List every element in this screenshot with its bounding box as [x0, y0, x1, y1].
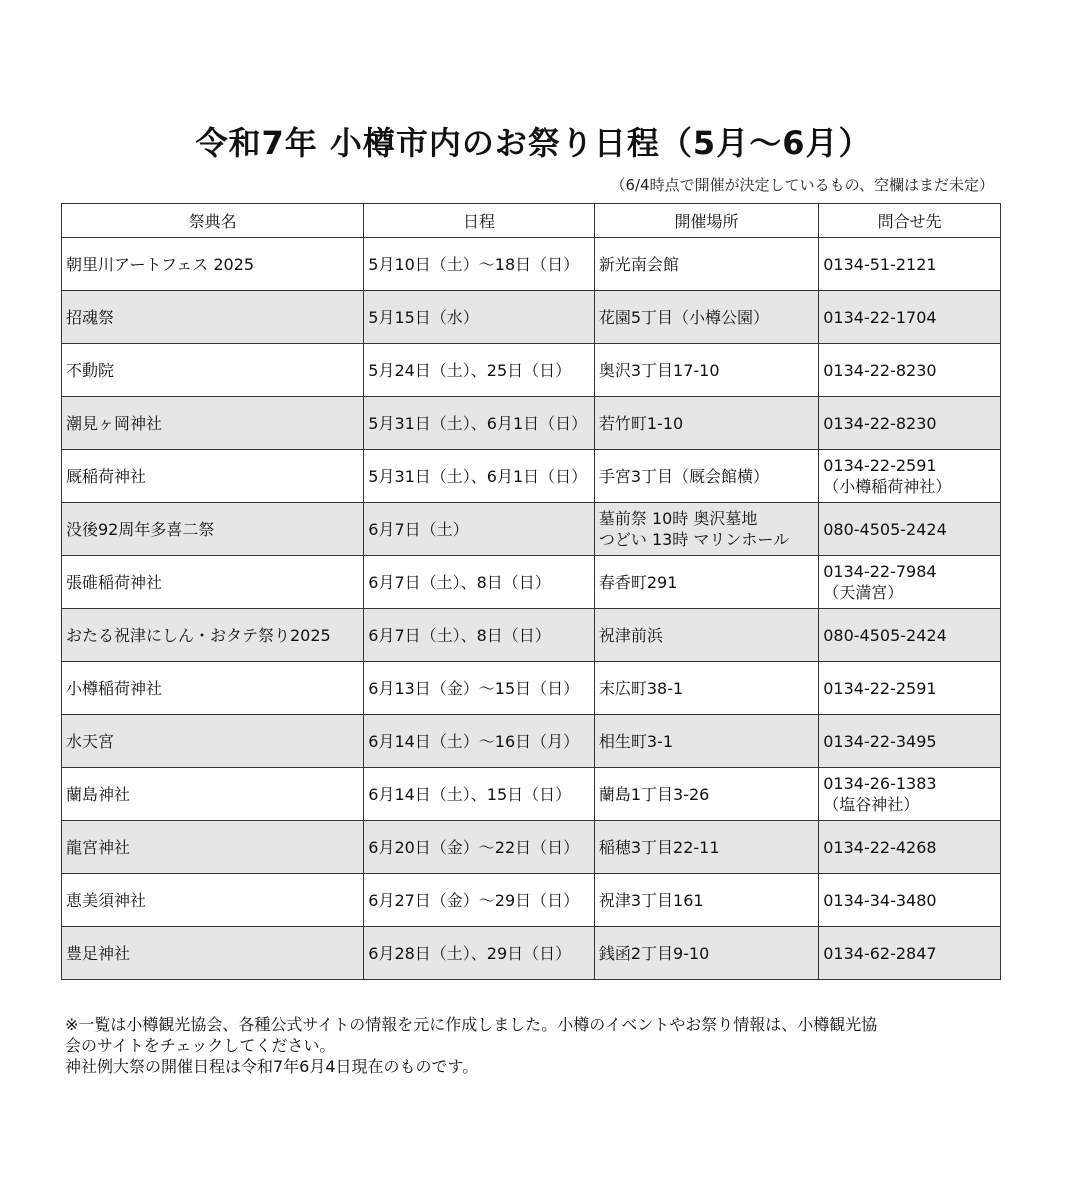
header-contact: 問合せ先 [819, 204, 1001, 238]
table-row [62, 609, 1001, 662]
table-row [62, 768, 1001, 821]
festival-date: 5月10日（土）～18日（日） [364, 238, 595, 291]
festival-contact-line: （天満宮） [823, 583, 904, 602]
festival-name: おたる祝津にしん・おタテ祭り2025 [62, 609, 364, 662]
festival-place-line: 銭函2丁目9-10 [598, 943, 710, 963]
festival-contact-line: 0134-26-1383 [823, 774, 937, 793]
festival-place-line: 祝津3丁目161 [598, 890, 704, 910]
festival-date: 5月15日（水） [364, 291, 595, 344]
festival-name: 蘭島神社 [62, 768, 364, 821]
festival-contact [819, 662, 1001, 715]
festival-place-line: 稲穂3丁目22-11 [598, 837, 720, 857]
footer-note-line: 神社例大祭の開催日程は令和7年6月4日現在のものです。 [65, 1057, 479, 1076]
festival-date: 6月14日（土）、15日（日） [364, 768, 595, 821]
festival-place [594, 503, 818, 556]
header-date: 日程 [364, 204, 595, 238]
status-note: （6/4時点で開催が決定しているもの、空欄はまだ未定） [610, 176, 994, 194]
festival-contact [819, 768, 1001, 821]
festival-schedule-table [61, 203, 1001, 980]
table-row [62, 291, 1001, 344]
festival-name: 水天宮 [62, 715, 364, 768]
festival-place-line: 手宮3丁目（厩会館横） [598, 466, 770, 486]
festival-contact [819, 927, 1001, 980]
festival-contact [819, 450, 1001, 503]
festival-date: 5月31日（土）、6月1日（日） [364, 450, 595, 503]
festival-contact [819, 715, 1001, 768]
festival-name: 豊足神社 [62, 927, 364, 980]
festival-name: 厩稲荷神社 [62, 450, 364, 503]
festival-contact-line: 0134-22-8230 [823, 413, 937, 433]
festival-place [594, 397, 818, 450]
header-place: 開催場所 [594, 204, 818, 238]
festival-place-line: 相生町3-1 [598, 731, 673, 751]
festival-date: 5月31日（土）、6月1日（日） [364, 397, 595, 450]
festival-date: 6月28日（土）、29日（日） [364, 927, 595, 980]
table-row [62, 874, 1001, 927]
festival-name: 龍宮神社 [62, 821, 364, 874]
festival-place [594, 556, 818, 609]
festival-place-line: 奥沢3丁目17-10 [598, 360, 720, 380]
table-row [62, 344, 1001, 397]
festival-contact-line: 080-4505-2424 [823, 519, 947, 539]
festival-place [594, 291, 818, 344]
table-row [62, 662, 1001, 715]
table-row [62, 503, 1001, 556]
table-row [62, 238, 1001, 291]
festival-date: 6月7日（土）、8日（日） [364, 609, 595, 662]
festival-place-line: 墓前祭 10時 奥沢墓地 [598, 509, 758, 528]
festival-place [594, 768, 818, 821]
table-row [62, 821, 1001, 874]
festival-place [594, 927, 818, 980]
festival-date: 6月27日（金）～29日（日） [364, 874, 595, 927]
festival-place [594, 715, 818, 768]
festival-name: 張碓稲荷神社 [62, 556, 364, 609]
festival-place-line: 末広町38-1 [598, 678, 684, 698]
festival-name: 没後92周年多喜二祭 [62, 503, 364, 556]
festival-name: 不動院 [62, 344, 364, 397]
table-row [62, 450, 1001, 503]
festival-place [594, 450, 818, 503]
festival-contact-line: 080-4505-2424 [823, 625, 947, 645]
festival-contact [819, 609, 1001, 662]
festival-name: 潮見ヶ岡神社 [62, 397, 364, 450]
festival-place [594, 609, 818, 662]
page-title: 令和7年 小樽市内のお祭り日程（5月～6月） [195, 124, 872, 162]
festival-place [594, 821, 818, 874]
festival-place-line: つどい 13時 マリンホール [598, 530, 790, 549]
festival-place-line: 蘭島1丁目3-26 [598, 784, 710, 804]
festival-name: 朝里川アートフェス 2025 [62, 238, 364, 291]
festival-contact-line: 0134-22-2591 [823, 678, 937, 698]
footer-note-line: 会のサイトをチェックしてください。 [65, 1036, 336, 1055]
festival-date: 6月20日（金）～22日（日） [364, 821, 595, 874]
festival-name: 恵美須神社 [62, 874, 364, 927]
festival-date: 6月7日（土）、8日（日） [364, 556, 595, 609]
festival-contact-line: 0134-22-1704 [823, 307, 937, 327]
festival-contact-line: 0134-22-7984 [823, 562, 937, 581]
festival-place-line: 花園5丁目（小樽公園） [598, 307, 770, 327]
festival-contact [819, 291, 1001, 344]
festival-date: 6月7日（土） [364, 503, 595, 556]
festival-contact [819, 503, 1001, 556]
festival-contact-line: （塩谷神社） [823, 795, 920, 814]
festival-contact [819, 397, 1001, 450]
festival-date: 6月14日（土）～16日（月） [364, 715, 595, 768]
header-name: 祭典名 [62, 204, 364, 238]
festival-contact-line: 0134-34-3480 [823, 890, 937, 910]
festival-name: 小樽稲荷神社 [62, 662, 364, 715]
festival-contact [819, 344, 1001, 397]
table-row [62, 556, 1001, 609]
festival-contact-line: 0134-22-4268 [823, 837, 937, 857]
festival-contact-line: 0134-22-3495 [823, 731, 937, 751]
festival-place [594, 238, 818, 291]
festival-place [594, 874, 818, 927]
festival-contact-line: 0134-51-2121 [823, 254, 937, 274]
festival-place-line: 若竹町1-10 [598, 413, 684, 433]
festival-date: 6月13日（金）～15日（日） [364, 662, 595, 715]
festival-contact [819, 556, 1001, 609]
festival-place-line: 祝津前浜 [598, 625, 663, 645]
festival-contact-line: 0134-22-8230 [823, 360, 937, 380]
festival-name: 招魂祭 [62, 291, 364, 344]
festival-place-line: 新光南会館 [598, 254, 679, 274]
festival-contact [819, 238, 1001, 291]
festival-place [594, 662, 818, 715]
footer-note-line: ※一覧は小樽観光協会、各種公式サイトの情報を元に作成しました。小樽のイベントやお祭り情報は、小樽観光協 [65, 1015, 878, 1034]
footer-notes [65, 1014, 1005, 1077]
festival-contact-line: （小樽稲荷神社） [823, 477, 952, 496]
festival-contact-line: 0134-22-2591 [823, 456, 937, 475]
table-body [62, 238, 1001, 980]
festival-contact-line: 0134-62-2847 [823, 943, 937, 963]
festival-place-line: 春香町291 [598, 572, 678, 592]
festival-place [594, 344, 818, 397]
festival-date: 5月24日（土）、25日（日） [364, 344, 595, 397]
table-row [62, 715, 1001, 768]
festival-contact [819, 821, 1001, 874]
table-row [62, 927, 1001, 980]
festival-contact [819, 874, 1001, 927]
table-row [62, 397, 1001, 450]
table-header-row [62, 204, 1001, 238]
